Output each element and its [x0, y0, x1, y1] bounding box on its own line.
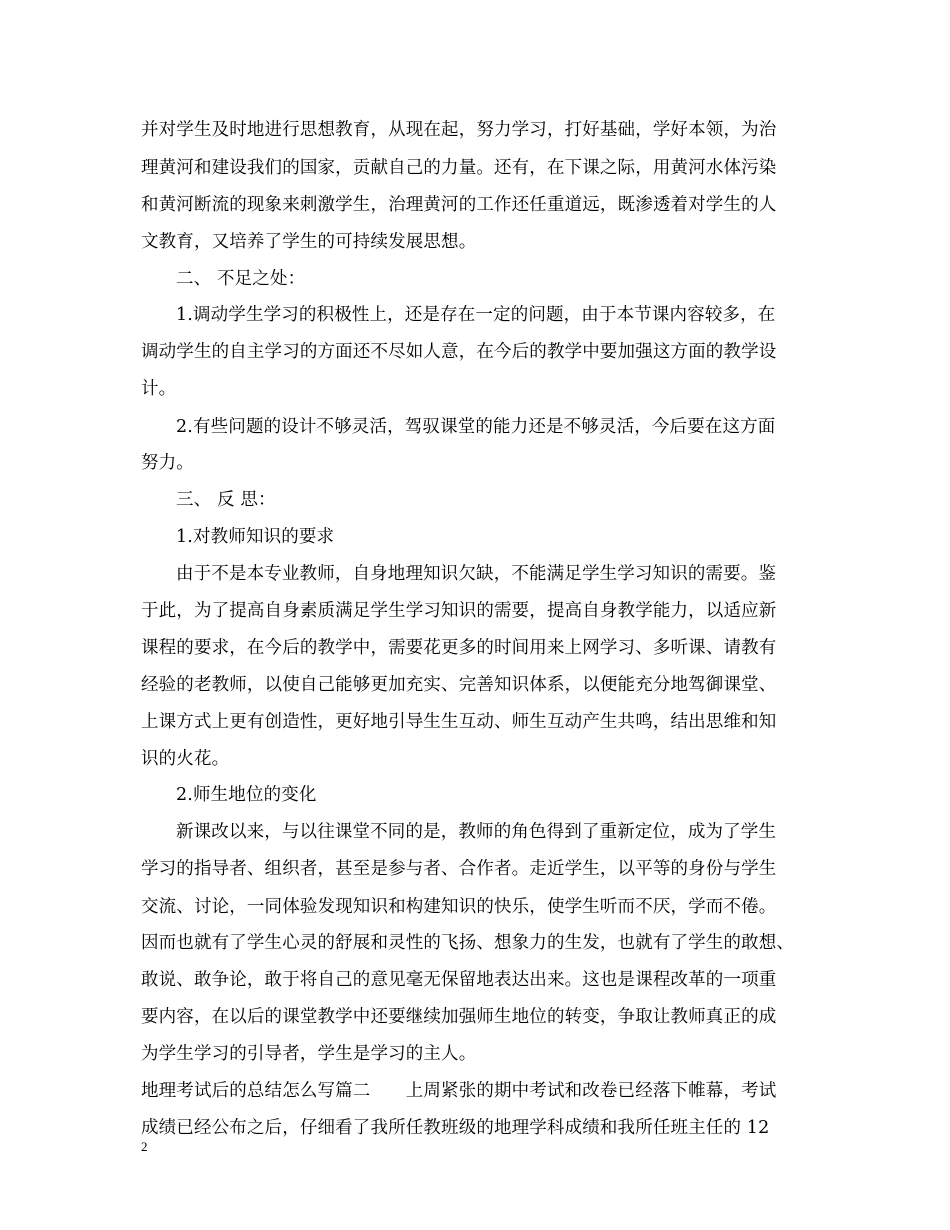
text-line: 努力。 — [141, 453, 194, 473]
text-line: 因而也就有了学生心灵的舒展和灵性的飞扬、想象力的生发，也就有了学生的敢想、 — [141, 933, 795, 953]
text-line: 计。 — [141, 379, 177, 399]
text-line: 于此，为了提高自身素质满足学生学习知识的需要，提高自身教学能力，以适应新 — [141, 601, 777, 621]
section-heading: 三、 反 思： — [176, 490, 276, 510]
text-line: 由于不是本专业教师，自身地理知识欠缺，不能满足学生学习知识的需要。鉴 — [176, 564, 777, 584]
section-heading: 二、 不足之处： — [176, 269, 306, 289]
text-line: 要内容，在以后的课堂教学中还要继续加强师生地位的转变，争取让教师真正的成 — [141, 1007, 777, 1027]
page-number: 2 — [141, 1139, 148, 1154]
text-line: 1.调动学生学习的积极性上，还是存在一定的问题，由于本节课内容较多，在 — [176, 305, 776, 325]
text-line: 2.有些问题的设计不够灵活，驾驭课堂的能力还是不够灵活，今后要在这方面 — [176, 417, 776, 437]
text-line: 上课方式上更有创造性，更好地引导生生互动、师生互动产生共鸣，结出思维和知 — [141, 712, 777, 732]
text-line: 并对学生及时地进行思想教育，从现在起，努力学习，打好基础，学好本领，为治 — [141, 120, 777, 140]
text-line: 地理考试后的总结怎么写篇二 上周紧张的期中考试和改卷已经落下帷幕，考试 — [141, 1081, 777, 1101]
text-line: 新课改以来，与以往课堂不同的是，教师的角色得到了重新定位，成为了学生 — [176, 822, 777, 842]
text-line: 识的火花。 — [141, 749, 230, 769]
text-line: 为学生学习的引导者，学生是学习的主人。 — [141, 1044, 477, 1064]
text-line: 调动学生的自主学习的方面还不尽如人意，在今后的教学中要加强这方面的教学设 — [141, 342, 777, 362]
subsection-heading: 2.师生地位的变化 — [176, 785, 317, 805]
text-line: 文教育，又培养了学生的可持续发展思想。 — [141, 232, 477, 252]
text-line: 敢说、敢争论，敢于将自己的意见毫无保留地表达出来。这也是课程改革的一项重 — [141, 970, 777, 990]
text-line: 学习的指导者、组织者，甚至是参与者、合作者。走近学生，以平等的身份与学生 — [141, 859, 777, 879]
text-line: 和黄河断流的现象来刺激学生，治理黄河的工作还任重道远，既渗透着对学生的人 — [141, 195, 777, 215]
text-line: 理黄河和建设我们的国家，贡献自己的力量。还有，在下课之际，用黄河水体污染 — [141, 158, 777, 178]
text-line: 经验的老教师，以使自己能够更加充实、完善知识体系，以便能充分地驾御课堂、 — [141, 675, 777, 695]
subsection-heading: 1.对教师知识的要求 — [176, 527, 335, 547]
text-line: 课程的要求，在今后的教学中，需要花更多的时间用来上网学习、多听课、请教有 — [141, 638, 777, 658]
text-line: 交流、讨论，一同体验发现知识和构建知识的快乐，使学生听而不厌，学而不倦。 — [141, 897, 777, 917]
text-line: 成绩已经公布之后，仔细看了我所任教班级的地理学科成绩和我所任班主任的 12 — [141, 1118, 770, 1138]
